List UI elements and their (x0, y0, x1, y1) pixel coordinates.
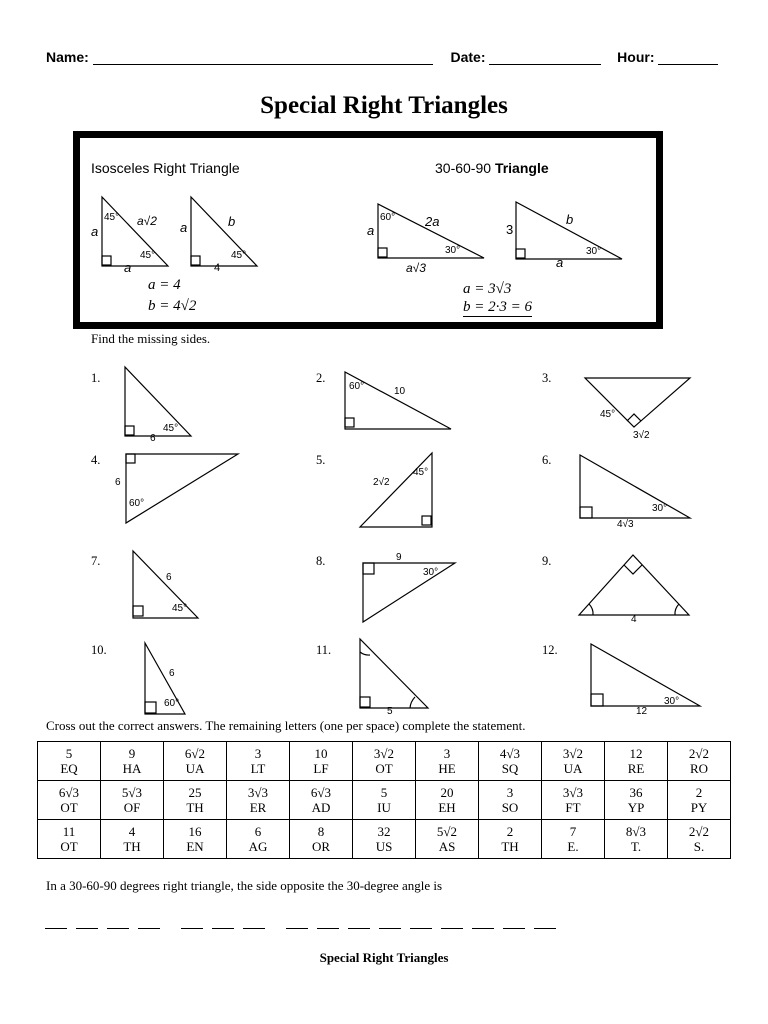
answer-cell[interactable] (605, 742, 668, 781)
answer-value: 6√3 (58, 785, 80, 800)
answer-value: 3 (443, 746, 451, 761)
answer-cell[interactable] (164, 781, 227, 820)
answer-blank[interactable] (138, 928, 160, 929)
isosceles-answer-b: b = 4√2 (148, 298, 197, 314)
answer-letters: OT (60, 839, 78, 854)
answer-letters: IU (377, 800, 391, 815)
answer-value: 2 (506, 824, 514, 839)
cross-out-instructions: Cross out the correct answers. The remaining letters (one per space) complete the statement. (46, 718, 526, 733)
answer-row (38, 820, 731, 859)
problem-4-triangle (126, 454, 238, 523)
problem-1-number: 1. (91, 371, 101, 385)
answer-cell[interactable] (38, 820, 101, 859)
problem-9-triangle (579, 555, 689, 615)
answer-cell[interactable] (542, 742, 605, 781)
answer-cell[interactable] (668, 781, 731, 820)
problem-5-side: 2√2 (373, 477, 390, 488)
answer-value: 36 (629, 785, 643, 800)
isosceles-example-angle: 45° (231, 250, 247, 261)
answer-value: 6 (254, 824, 262, 839)
answer-value: 3√2 (562, 746, 584, 761)
isosceles-example-side: a (180, 220, 188, 235)
answer-cell[interactable] (605, 781, 668, 820)
answer-cell[interactable] (227, 820, 290, 859)
answer-letters: RO (689, 761, 709, 776)
problem-10-angle: 60° (164, 698, 180, 709)
isosceles-generic-side: a (91, 224, 99, 239)
answer-cell[interactable] (416, 781, 479, 820)
problem-12-number: 12. (542, 643, 558, 657)
answer-blanks (45, 916, 565, 934)
problem-12-side: 12 (636, 706, 648, 717)
answer-blank[interactable] (379, 928, 401, 929)
problem-12-triangle (591, 644, 700, 706)
problem-10-side: 6 (169, 668, 175, 679)
answer-letters: TH (501, 839, 519, 854)
t3060-generic-hyp: 2a (425, 214, 440, 229)
problem-3-number: 3. (542, 371, 552, 385)
answer-letters: YP (627, 800, 645, 815)
answer-cell[interactable] (479, 781, 542, 820)
answer-cell[interactable] (38, 742, 101, 781)
answer-cell[interactable] (164, 742, 227, 781)
answer-letters: UA (563, 761, 583, 776)
problem-5-number: 5. (316, 453, 326, 467)
answer-cell[interactable] (290, 820, 353, 859)
answer-value: 10 (314, 746, 328, 761)
t3060-answer-b: b = 2·3 = 6 (463, 299, 532, 315)
answer-value: 12 (629, 746, 643, 761)
t3060-generic-angle-top: 60° (380, 212, 396, 223)
answer-cell[interactable] (101, 742, 164, 781)
answer-letters: HA (122, 761, 142, 776)
t3060-example-hyp: b (566, 212, 574, 227)
t3060-generic-side: a (367, 223, 375, 238)
answer-value: 5 (380, 785, 388, 800)
problem-1-triangle (125, 367, 191, 436)
answer-letters: EN (186, 839, 204, 854)
answer-cell[interactable] (101, 820, 164, 859)
problem-2-angle: 60° (349, 381, 365, 392)
answer-letters: E. (567, 839, 579, 854)
answer-cell[interactable] (164, 820, 227, 859)
problem-8-side: 9 (396, 552, 402, 563)
answer-value: 5√3 (121, 785, 143, 800)
answer-cell[interactable] (227, 781, 290, 820)
answer-value: 9 (128, 746, 136, 761)
answer-letters: TH (123, 839, 141, 854)
problem-8-triangle (363, 563, 455, 622)
problem-4-side: 6 (115, 477, 121, 488)
isosceles-example-base: 4 (214, 262, 221, 274)
answer-letters: T. (630, 839, 642, 854)
answer-letters: OR (311, 839, 331, 854)
problem-8-angle: 30° (423, 567, 439, 578)
problem-6-side: 4√3 (617, 519, 634, 530)
footer-title: Special Right Triangles (319, 950, 449, 965)
answer-cell[interactable] (479, 742, 542, 781)
instructions: Find the missing sides. (91, 331, 211, 346)
answer-value: 25 (188, 785, 202, 800)
answer-letters: EH (438, 800, 456, 815)
answer-cell[interactable] (668, 742, 731, 781)
answer-blank[interactable] (534, 928, 556, 929)
answer-letters: ER (249, 800, 267, 815)
problem-6-number: 6. (542, 453, 552, 467)
isosceles-answer-a: a = 4 (148, 277, 181, 293)
problem-4-angle: 60° (129, 498, 145, 509)
answer-cell[interactable] (605, 820, 668, 859)
t3060-example-angle: 30° (586, 246, 602, 257)
problem-3-angle: 45° (600, 409, 616, 420)
problem-2-number: 2. (316, 371, 326, 385)
answer-value: 20 (440, 785, 454, 800)
answer-value: 8 (317, 824, 325, 839)
answer-blank[interactable] (45, 928, 67, 929)
answer-value: 4 (128, 824, 136, 839)
answer-row (38, 742, 731, 781)
answer-letters: UA (185, 761, 205, 776)
answer-cell[interactable] (416, 820, 479, 859)
problem-9-side: 4 (631, 614, 637, 625)
answer-cell[interactable] (479, 820, 542, 859)
answer-value: 2 (695, 785, 703, 800)
problem-11-number: 11. (316, 643, 332, 657)
answer-cell[interactable] (542, 781, 605, 820)
problem-8-number: 8. (316, 554, 326, 568)
answer-letters: US (375, 839, 393, 854)
answer-value: 16 (188, 824, 202, 839)
answer-letters: EQ (60, 761, 78, 776)
answer-cell[interactable] (38, 781, 101, 820)
answer-letters: OF (123, 800, 141, 815)
problem-11-side: 5 (387, 706, 393, 717)
answer-value: 6√2 (184, 746, 206, 761)
isosceles-generic-base: a (124, 260, 132, 275)
answer-cell[interactable] (290, 781, 353, 820)
answer-cell[interactable] (101, 781, 164, 820)
answer-letters: RE (627, 761, 645, 776)
answer-value: 6√3 (310, 785, 332, 800)
answer-cell[interactable] (353, 781, 416, 820)
answer-cell[interactable] (290, 742, 353, 781)
answer-blank[interactable] (472, 928, 494, 929)
problem-10-number: 10. (91, 643, 107, 657)
answer-letters: AD (311, 800, 331, 815)
statement: In a 30-60-90 degrees right triangle, the side opposite the 30-degree angle is (46, 878, 443, 893)
answer-letters: OT (60, 800, 78, 815)
answer-letters: S. (693, 839, 705, 854)
triangle-3060-heading-word: Triangle (494, 160, 549, 176)
t3060-generic-angle-bottom: 30° (445, 245, 461, 256)
problem-9-number: 9. (542, 554, 552, 568)
answer-letters: FT (565, 800, 581, 815)
answer-value: 3 (506, 785, 514, 800)
problem-7-number: 7. (91, 554, 101, 568)
answer-table (37, 741, 731, 859)
answer-value: 8√3 (625, 824, 647, 839)
answer-blank[interactable] (107, 928, 129, 929)
answer-value: 2√2 (688, 824, 710, 839)
answer-blank[interactable] (410, 928, 432, 929)
hour-label: Hour: (617, 49, 655, 65)
answer-letters: LF (313, 761, 329, 776)
isosceles-generic-hyp: a√2 (137, 214, 157, 228)
answer-value: 4√3 (499, 746, 521, 761)
answer-letters: SQ (501, 761, 519, 776)
triangle-3060-heading-num: 30-60-90 (435, 160, 492, 176)
answer-blank[interactable] (181, 928, 203, 929)
answer-letters: LT (250, 761, 266, 776)
t3060-example-side: 3 (506, 222, 514, 237)
answer-blank[interactable] (286, 928, 308, 929)
answer-cell[interactable] (542, 820, 605, 859)
answer-letters: HE (438, 761, 456, 776)
answer-value: 32 (377, 824, 391, 839)
answer-blank[interactable] (441, 928, 463, 929)
answer-blank[interactable] (348, 928, 370, 929)
problem-7-side: 6 (166, 572, 172, 583)
problem-6-triangle (580, 455, 690, 518)
problem-2-side: 10 (394, 386, 406, 397)
answer-blank[interactable] (243, 928, 265, 929)
answer-value: 3√3 (562, 785, 584, 800)
t3060-example-base: a (556, 255, 564, 270)
answer-value: 2√2 (688, 746, 710, 761)
t3060-generic-base: a√3 (406, 261, 426, 275)
isosceles-example-hyp: b (228, 214, 236, 229)
answer-row (38, 781, 731, 820)
problem-3-side: 3√2 (633, 430, 650, 441)
date-label: Date: (450, 49, 486, 65)
problem-5-triangle (360, 453, 432, 527)
answer-letters: AG (248, 839, 268, 854)
isosceles-heading: Isosceles Right Triangle (91, 160, 240, 176)
problem-1-angle: 45° (163, 423, 179, 434)
answer-letters: SO (501, 800, 519, 815)
answer-letters: OT (375, 761, 393, 776)
isosceles-generic-angle-top: 45° (104, 212, 120, 223)
t3060-answer-a: a = 3√3 (463, 281, 512, 297)
answer-blank[interactable] (212, 928, 234, 929)
answer-value: 3√3 (247, 785, 269, 800)
problem-4-number: 4. (91, 453, 101, 467)
problem-12-angle: 30° (664, 696, 680, 707)
answer-value: 5 (65, 746, 73, 761)
answer-value: 3 (254, 746, 262, 761)
answer-letters: PY (690, 800, 708, 815)
answer-value: 11 (62, 824, 76, 839)
answer-blank[interactable] (503, 928, 525, 929)
problem-6-angle: 30° (652, 503, 668, 514)
problem-5-angle: 45° (413, 467, 429, 478)
answer-cell[interactable] (227, 742, 290, 781)
name-label: Name: (46, 49, 89, 65)
problem-7-angle: 45° (172, 603, 188, 614)
answer-value: 7 (569, 824, 577, 839)
answer-letters: TH (186, 800, 204, 815)
answer-cell[interactable] (353, 742, 416, 781)
answer-cell[interactable] (668, 820, 731, 859)
answer-blank[interactable] (317, 928, 339, 929)
answer-cell[interactable] (416, 742, 479, 781)
answer-cell[interactable] (353, 820, 416, 859)
page-title: Special Right Triangles (260, 92, 508, 119)
answer-blank[interactable] (76, 928, 98, 929)
problem-1-side: 6 (150, 433, 156, 444)
answer-letters: AS (438, 839, 456, 854)
answer-value: 3√2 (373, 746, 395, 761)
answer-value: 5√2 (436, 824, 458, 839)
isosceles-generic-angle-bottom: 45° (140, 250, 156, 261)
